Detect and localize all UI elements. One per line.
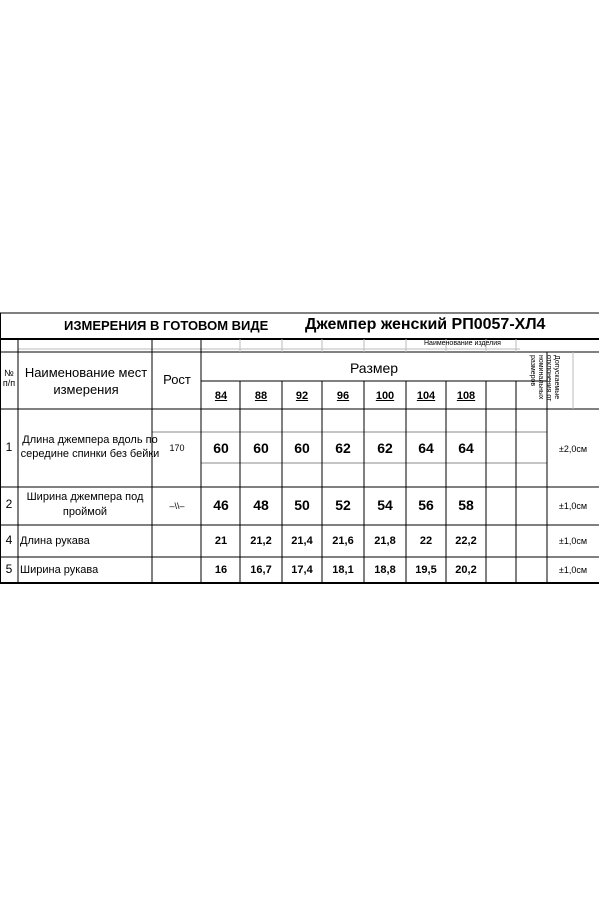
col-height-header: Рост: [163, 372, 191, 387]
row-value: 58: [458, 497, 474, 513]
row-tolerance: ±1,0см: [558, 536, 588, 546]
row-value: 54: [377, 497, 393, 513]
col-name-header: Наименование мест измерения: [24, 365, 148, 397]
row-value: 62: [377, 440, 393, 456]
row-number: 2: [5, 497, 13, 511]
row-value: 21,6: [332, 535, 354, 547]
row-value: 62: [335, 440, 351, 456]
col-tolerance-header: Допускаемые отклонения от номинальных размеров: [529, 355, 560, 402]
row-value: 60: [253, 440, 269, 456]
size-88: 88: [254, 390, 268, 402]
row-value: 21: [214, 535, 228, 547]
row-tolerance: ±1,0см: [558, 565, 588, 575]
row-value: 60: [213, 440, 229, 456]
product-title: Джемпер женский РП0057-ХЛ4: [305, 316, 546, 333]
size-84: 84: [214, 390, 228, 402]
size-100: 100: [375, 390, 395, 402]
row-value: 17,4: [291, 564, 313, 576]
row-name-line1: Ширина рукава: [20, 564, 99, 576]
row-value: 21,2: [250, 535, 272, 547]
row-value: 48: [253, 497, 269, 513]
row-height: –\\–: [169, 501, 185, 511]
size-104: 104: [416, 390, 436, 402]
row-value: 50: [294, 497, 310, 513]
row-name-line1: Ширина джемпера под: [26, 491, 144, 503]
row-value: 46: [213, 497, 229, 513]
row-number: 5: [5, 562, 13, 576]
row-tolerance: ±1,0см: [558, 501, 588, 511]
row-value: 21,8: [374, 535, 396, 547]
row-name-line1: Длина рукава: [20, 535, 90, 547]
row-value: 60: [294, 440, 310, 456]
row-name-line2: середине спинки без бейки: [20, 448, 160, 460]
row-number: 4: [5, 533, 13, 547]
row-value: 16: [214, 564, 228, 576]
col-size-header: Размер: [349, 360, 399, 376]
col-number-header: № п/п: [2, 368, 16, 389]
row-value: 64: [458, 440, 474, 456]
row-name-line2: проймой: [62, 506, 108, 518]
row-number: 1: [5, 440, 13, 454]
row-value: 22: [419, 535, 433, 547]
size-108: 108: [456, 390, 476, 402]
row-name-line1: Длина джемпера вдоль по: [22, 434, 158, 446]
row-value: 22,2: [455, 535, 477, 547]
row-tolerance: ±2,0см: [558, 444, 588, 454]
product-caption: Наименование изделия: [424, 340, 501, 347]
row-value: 20,2: [455, 564, 477, 576]
row-height: 170: [169, 443, 185, 453]
row-value: 18,8: [374, 564, 396, 576]
size-96: 96: [336, 390, 350, 402]
size-92: 92: [295, 390, 309, 402]
row-value: 21,4: [291, 535, 313, 547]
row-value: 18,1: [332, 564, 354, 576]
row-value: 16,7: [250, 564, 272, 576]
row-value: 19,5: [415, 564, 437, 576]
row-value: 64: [418, 440, 434, 456]
row-value: 52: [335, 497, 351, 513]
sheet-title: ИЗМЕРЕНИЯ В ГОТОВОМ ВИДЕ: [64, 318, 269, 333]
row-value: 56: [418, 497, 434, 513]
